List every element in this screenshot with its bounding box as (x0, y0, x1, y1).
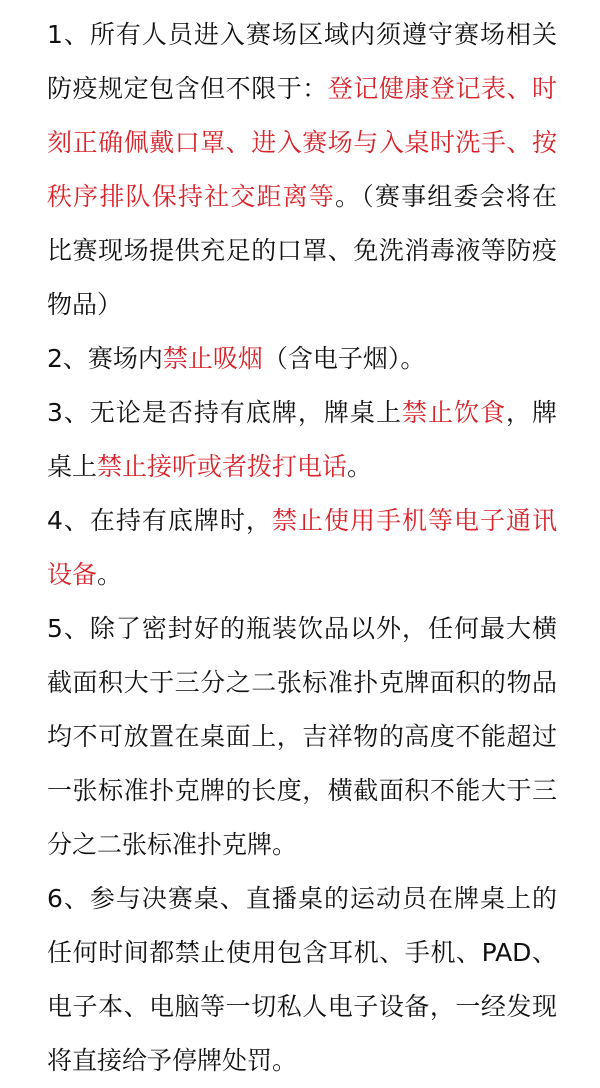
rule-text: 比赛现场提供充足的口罩、免洗消毒液等防疫 (47, 236, 557, 265)
text-line (47, 62, 557, 116)
rule-text: 4、在持有底牌时， (47, 506, 272, 535)
rule-text: ，牌 (505, 398, 557, 427)
highlighted-rule-text: 禁止接听或者拨打电话 (97, 452, 348, 481)
highlighted-rule-text: 禁止使用手机等电子通讯 (271, 506, 557, 535)
rule-text: 2、赛场内 (47, 344, 163, 373)
rule-text: 1、所有人员进入赛场区域内须遵守赛场相关 (47, 20, 557, 49)
text-line (47, 710, 557, 764)
rule-text: 防疫规定包含但不限于： (47, 74, 328, 103)
rule-text: 。 (97, 560, 123, 589)
rule-text: 截面积大于三分之二张标准扑克牌面积的物品 (47, 668, 557, 697)
text-line (47, 116, 557, 170)
rule-text: 均不可放置在桌面上，吉祥物的高度不能超过 (47, 722, 557, 751)
text-line (47, 224, 557, 278)
highlighted-rule-text: 登记健康登记表、时 (327, 74, 557, 103)
text-line (47, 440, 557, 494)
rule-text: 。 (347, 452, 373, 481)
highlighted-rule-text: 设备 (47, 560, 98, 589)
text-line (47, 494, 557, 548)
text-line (47, 548, 557, 602)
text-line (47, 170, 557, 224)
highlighted-rule-text: 刻正确佩戴口罩、进入赛场与入桌时洗手、按 (47, 128, 557, 157)
rules-document (47, 8, 557, 1088)
text-line (47, 926, 557, 980)
rule-text: 分之二张标准扑克牌。 (47, 830, 298, 859)
text-line (47, 764, 557, 818)
rule-text: 任何时间都禁止使用包含耳机、手机、PAD、 (47, 938, 557, 967)
rule-text: 将直接给予停牌处罚。 (47, 1046, 298, 1075)
rule-text: 6、参与决赛桌、直播桌的运动员在牌桌上的 (47, 884, 557, 913)
text-line (47, 602, 557, 656)
rule-text: 。（赛事组委会将在 (335, 182, 557, 211)
text-line (47, 332, 557, 386)
rule-text: 5、除了密封好的瓶装饮品以外，任何最大横 (47, 614, 557, 643)
text-line (47, 872, 557, 926)
text-line (47, 656, 557, 710)
rule-text: 电子本、电脑等一切私人电子设备，一经发现 (47, 992, 557, 1021)
rule-text: 桌上 (47, 452, 98, 481)
highlighted-rule-text: 秩序排队保持社交距离等 (47, 182, 336, 211)
highlighted-rule-text: 禁止吸烟 (162, 344, 263, 373)
text-line (47, 278, 557, 332)
rule-text: （含电子烟）。 (262, 344, 426, 373)
text-line (47, 980, 557, 1034)
text-line (47, 386, 557, 440)
rule-text: 物品） (47, 290, 123, 319)
text-line (47, 8, 557, 62)
highlighted-rule-text: 禁止饮食 (401, 398, 506, 427)
text-line (47, 1034, 557, 1088)
rule-text: 一张标准扑克牌的长度，横截面积不能大于三 (47, 776, 557, 805)
rule-text: 3、无论是否持有底牌，牌桌上 (47, 398, 402, 427)
text-line (47, 818, 557, 872)
